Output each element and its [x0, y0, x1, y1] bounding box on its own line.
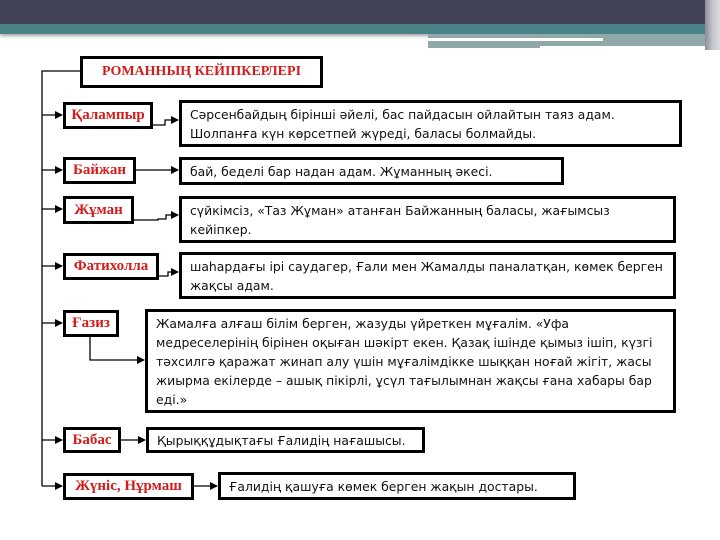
character-name-babas: Бабас — [63, 427, 121, 453]
slide-top-bar — [0, 0, 720, 24]
character-description-qalampyr: Сәрсенбайдың бірінші әйелі, бас пайдасын ойлайтын таяз адам. Шолпанға күн көрсетпей жүреді, баласы болмайды. — [179, 100, 682, 147]
character-description-zhuman: сүйкімсіз, «Таз Жұман» атанған Байжанның баласы, жағымсыз кейіпкер. — [179, 196, 676, 243]
character-name-zhunis-nurmash: Жүніс, Нұрмаш — [63, 473, 194, 500]
character-description-baizhan: бай, беделі бар надан адам. Жұманның әкесі. — [179, 157, 564, 185]
character-description-zhunis-nurmash: Ғалидің қашуға көмек берген жақын достары. — [218, 472, 576, 500]
character-name-baizhan: Байжан — [63, 157, 136, 184]
character-name-zhuman: Жұман — [63, 196, 134, 224]
character-name-gaziz: Ғазиз — [63, 310, 119, 337]
character-name-qalampyr: Қалампыр — [63, 102, 153, 129]
character-description-gaziz: Жамалға алғаш білім берген, жазуды үйреткен мұғалім. «Уфа медреселерінің бірінен оқыған шәкірт екен. Қазақ ішінде қымыз ішіп, күзгі тәхсилгә қаражат жинап алу үшін мұғалімдікке шыққан ноғай жігіт, жасы жиырма екілерде – ашық пікірлі, ұсүл тағылымнан жақсы ғана хабары бар еді.» — [145, 309, 676, 413]
decorative-stripe-line — [428, 38, 603, 41]
diagram-title: РОМАННЫҢ КЕЙІПКЕРЛЕРІ — [80, 56, 323, 88]
decorative-stripe-line — [540, 46, 712, 49]
slide-accent-bar — [0, 24, 720, 34]
character-name-fatikholla: Фатихолла — [63, 253, 159, 280]
character-description-fatikholla: шаһардағы ірі саудагер, Ғали мен Жамалды паналатқан, көмек берген жақсы адам. — [179, 252, 676, 299]
character-description-babas: Қырыққұдықтағы Ғалидің нағашысы. — [146, 427, 425, 453]
decorative-edge — [705, 0, 720, 50]
